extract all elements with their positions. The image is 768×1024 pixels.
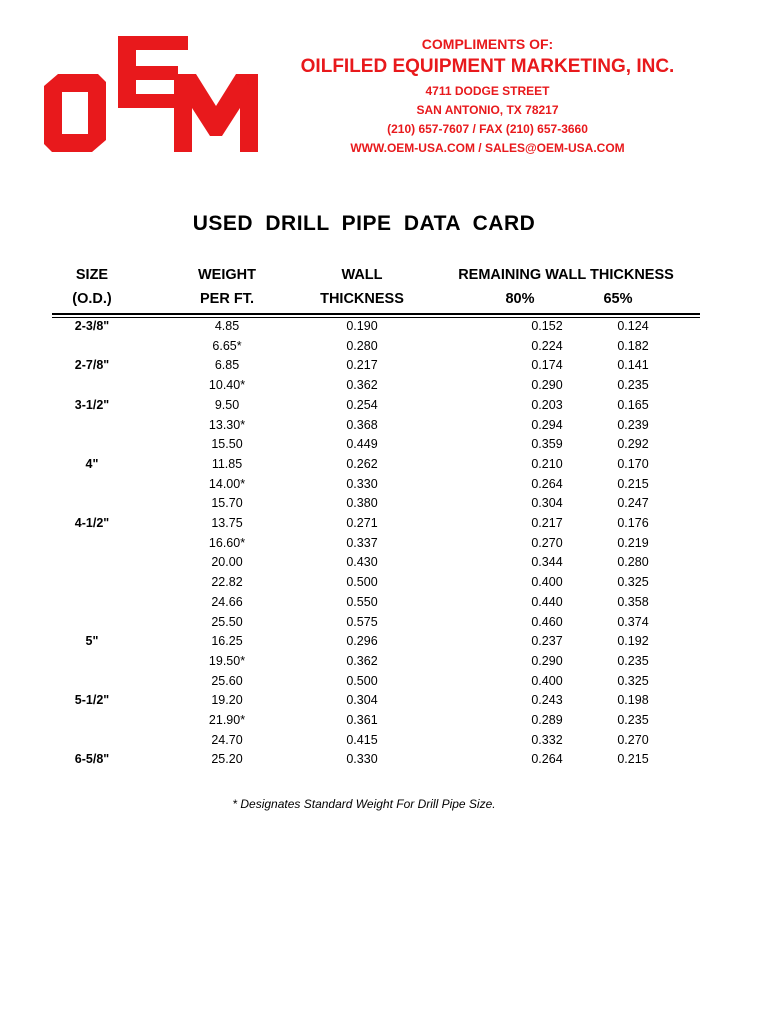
remaining-65-cell: 0.176	[617, 516, 649, 530]
remaining-65-cell: 0.239	[617, 417, 649, 432]
weight-cell: 15.50	[211, 437, 243, 452]
wall-thickness-cell: 0.415	[346, 732, 378, 747]
wall-column-header	[302, 263, 422, 311]
oem-logo	[38, 36, 268, 156]
table-row	[0, 592, 768, 612]
size-cell: 4"	[85, 456, 99, 471]
remaining-80-cell: 0.174	[531, 358, 563, 373]
remaining-80-cell: 0.224	[531, 338, 563, 353]
wall-thickness-cell: 0.217	[346, 358, 378, 373]
remaining-65-cell: 0.165	[617, 397, 649, 412]
remaining-65-cell: 0.182	[617, 338, 649, 353]
weight-header-line2: PER FT.	[200, 291, 254, 307]
weight-cell: 19.20	[211, 693, 243, 708]
table-row	[0, 355, 768, 375]
size-cell: 5"	[85, 634, 99, 649]
wall-thickness-cell: 0.254	[346, 397, 378, 412]
remaining-80-cell: 0.304	[531, 496, 563, 511]
remaining-80-cell: 0.243	[531, 693, 563, 708]
wall-thickness-cell: 0.430	[346, 555, 378, 570]
pct-65-header: 65%	[603, 291, 633, 307]
size-cell: 2-7/8"	[74, 358, 110, 373]
wall-header-line1: WALL	[341, 267, 383, 283]
remaining-65-cell: 0.292	[617, 437, 649, 452]
remaining-65-cell: 0.219	[617, 535, 649, 550]
remaining-80-cell: 0.359	[531, 437, 563, 452]
remaining-80-cell: 0.290	[531, 653, 563, 668]
remaining-65-cell: 0.358	[617, 594, 649, 609]
wall-thickness-cell: 0.368	[346, 417, 378, 432]
wall-header-line2: THICKNESS	[320, 291, 404, 307]
remaining-65-cell: 0.235	[617, 378, 649, 393]
compliments-label: COMPLIMENTS OF:	[421, 36, 554, 52]
remaining-80-cell: 0.289	[531, 713, 563, 727]
weight-cell: 16.60*	[208, 535, 246, 550]
company-header	[280, 34, 695, 158]
remaining-65-cell: 0.374	[617, 614, 649, 629]
remaining-80-cell: 0.290	[531, 378, 563, 393]
table-row	[0, 375, 768, 395]
weight-cell: 24.66	[211, 594, 243, 609]
remaining-80-cell: 0.264	[531, 752, 563, 767]
wall-thickness-cell: 0.330	[346, 476, 378, 491]
remaining-80-cell: 0.203	[531, 397, 563, 412]
weight-cell: 14.00*	[208, 476, 246, 491]
remaining-80-cell: 0.400	[531, 575, 563, 590]
wall-thickness-cell: 0.330	[346, 752, 378, 767]
pct-80-header: 80%	[505, 291, 535, 307]
wall-thickness-cell: 0.280	[346, 338, 378, 353]
remaining-80-cell: 0.264	[531, 476, 563, 491]
remaining-80-cell: 0.294	[531, 417, 563, 432]
weight-cell: 16.25	[211, 634, 243, 649]
table-row	[0, 533, 768, 553]
remaining-80-cell: 0.152	[531, 319, 563, 333]
table-row	[0, 336, 768, 356]
remaining-65-cell: 0.215	[617, 476, 649, 491]
remaining-65-cell: 0.141	[617, 358, 649, 373]
wall-thickness-cell: 0.362	[346, 378, 378, 393]
size-header-line2: (O.D.)	[72, 291, 112, 307]
trademark-mark: TM	[246, 80, 257, 87]
street-address: 4711 DODGE STREET	[425, 84, 550, 98]
weight-cell: 25.60	[211, 673, 243, 688]
table-row	[0, 316, 768, 336]
remaining-65-cell: 0.247	[617, 496, 649, 511]
remaining-80-cell: 0.270	[531, 535, 563, 550]
wall-thickness-cell: 0.500	[346, 575, 378, 590]
remaining-65-cell: 0.198	[617, 693, 649, 708]
table-row	[0, 612, 768, 632]
table-row	[0, 454, 768, 474]
weight-cell: 19.50*	[208, 653, 246, 668]
table-row	[0, 552, 768, 572]
remaining-header-label: REMAINING WALL THICKNESS	[458, 267, 674, 283]
table-row	[0, 493, 768, 513]
table-row	[0, 730, 768, 750]
table-row	[0, 749, 768, 769]
size-cell: 2-3/8"	[74, 319, 110, 333]
size-cell: 6-5/8"	[74, 752, 110, 767]
weight-cell: 22.82	[211, 575, 243, 590]
wall-thickness-cell: 0.271	[346, 516, 378, 530]
weight-header-line1: WEIGHT	[198, 267, 256, 283]
remaining-65-cell: 0.235	[617, 653, 649, 668]
remaining-80-cell: 0.344	[531, 555, 563, 570]
remaining-65-cell: 0.170	[617, 456, 649, 471]
wall-thickness-cell: 0.449	[346, 437, 378, 452]
company-name: OILFILED EQUIPMENT MARKETING, INC.	[300, 56, 675, 77]
header-rule-thick	[52, 313, 700, 315]
remaining-65-cell: 0.325	[617, 575, 649, 590]
size-cell: 4-1/2"	[74, 516, 110, 530]
table-row	[0, 395, 768, 415]
weight-cell: 11.85	[211, 456, 243, 471]
remaining-80-cell: 0.237	[531, 634, 563, 649]
remaining-80-cell: 0.332	[531, 732, 563, 747]
weight-cell: 6.85	[214, 358, 240, 373]
phone-fax: (210) 657-7607 / FAX (210) 657-3660	[387, 122, 588, 136]
size-cell: 5-1/2"	[74, 693, 110, 708]
remaining-80-cell: 0.460	[531, 614, 563, 629]
wall-thickness-cell: 0.575	[346, 614, 378, 629]
remaining-65-cell: 0.124	[617, 319, 649, 333]
weight-cell: 25.50	[211, 614, 243, 629]
weight-cell: 4.85	[214, 319, 240, 333]
remaining-80-cell: 0.400	[531, 673, 563, 688]
page-title: USED DRILL PIPE DATA CARD	[192, 212, 536, 235]
table-row	[0, 710, 768, 730]
remaining-65-cell: 0.325	[617, 673, 649, 688]
table-row	[0, 434, 768, 454]
weight-cell: 13.30*	[208, 417, 246, 432]
wall-thickness-cell: 0.361	[346, 713, 378, 727]
wall-thickness-cell: 0.296	[346, 634, 378, 649]
table-row	[0, 474, 768, 494]
table-row	[0, 651, 768, 671]
size-cell: 3-1/2"	[74, 397, 110, 412]
web-email: WWW.OEM-USA.COM / SALES@OEM-USA.COM	[350, 141, 625, 155]
remaining-80-cell: 0.210	[531, 456, 563, 471]
remaining-65-cell: 0.235	[617, 713, 649, 727]
remaining-80-cell: 0.217	[531, 516, 563, 530]
weight-cell: 6.65*	[212, 338, 242, 353]
weight-cell: 24.70	[211, 732, 243, 747]
footnote: * Designates Standard Weight For Drill Pipe Size.	[232, 797, 496, 811]
wall-thickness-cell: 0.550	[346, 594, 378, 609]
wall-thickness-cell: 0.500	[346, 673, 378, 688]
table-row	[0, 572, 768, 592]
remaining-65-cell: 0.192	[617, 634, 649, 649]
wall-thickness-cell: 0.380	[346, 496, 378, 511]
wall-thickness-cell: 0.304	[346, 693, 378, 708]
city-address: SAN ANTONIO, TX 78217	[416, 103, 559, 117]
remaining-65-cell: 0.215	[617, 752, 649, 767]
table-row	[0, 415, 768, 435]
size-column-header	[52, 263, 132, 311]
weight-cell: 15.70	[211, 496, 243, 511]
remaining-column-header	[450, 263, 682, 287]
table-row	[0, 513, 768, 533]
wall-thickness-cell: 0.337	[346, 535, 378, 550]
size-header-line1: SIZE	[75, 267, 109, 283]
weight-cell: 9.50	[214, 397, 240, 412]
wall-thickness-cell: 0.190	[346, 319, 378, 333]
wall-thickness-cell: 0.362	[346, 653, 378, 668]
weight-cell: 25.20	[211, 752, 243, 767]
remaining-65-cell: 0.280	[617, 555, 649, 570]
weight-cell: 10.40*	[208, 378, 246, 393]
table-row	[0, 631, 768, 651]
remaining-80-cell: 0.440	[531, 594, 563, 609]
weight-cell: 13.75	[211, 516, 243, 530]
table-row	[0, 690, 768, 710]
weight-cell: 21.90*	[208, 713, 246, 727]
remaining-65-cell: 0.270	[617, 732, 649, 747]
weight-cell: 20.00	[211, 555, 243, 570]
weight-column-header	[177, 263, 277, 311]
table-row	[0, 671, 768, 691]
wall-thickness-cell: 0.262	[346, 456, 378, 471]
